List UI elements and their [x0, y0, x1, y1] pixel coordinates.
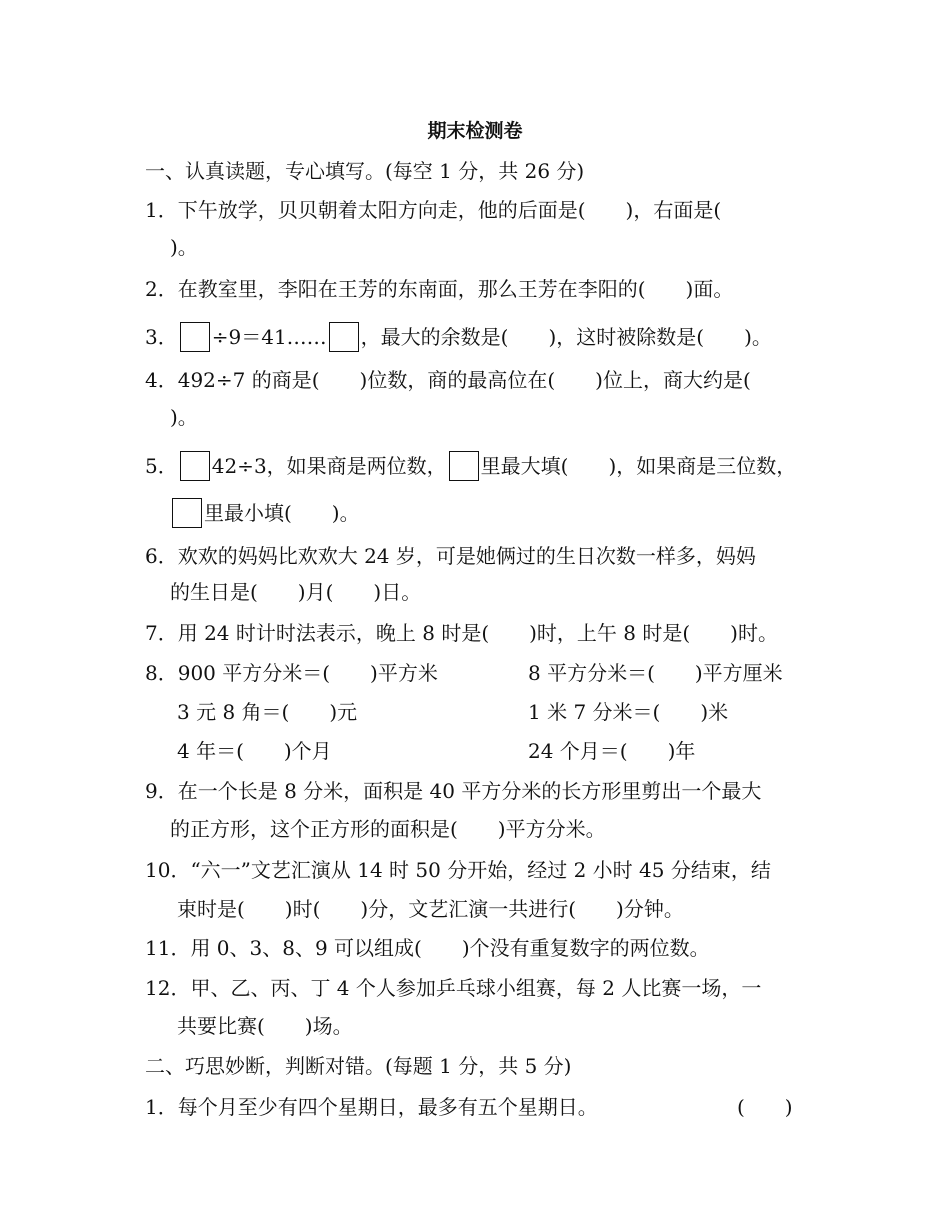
question-5-part-3: 里最小填( )。 — [204, 501, 360, 525]
question-8-r2c2: 1 米 7 分米＝( )米 — [528, 700, 729, 724]
question-3-tail: ，最大的余数是( )，这时被除数是( )。 — [360, 325, 772, 349]
question-3 — [145, 322, 772, 352]
question-6-line-1: 6．欢欢的妈妈比欢欢大 24 岁，可是她俩过的生日次数一样多，妈妈 — [145, 544, 756, 568]
question-8-r1c1: 8．900 平方分米＝( )平方米 — [145, 661, 438, 685]
question-5-part-2: 里最大填( )，如果商是三位数， — [480, 454, 797, 478]
question-11: 11．用 0、3、8、9 可以组成( )个没有重复数字的两位数。 — [145, 936, 710, 960]
question-5-line-1 — [145, 451, 796, 481]
question-8-r3c2: 24 个月＝( )年 — [528, 739, 696, 763]
question-10-line-1: 10．“六一”文艺汇演从 14 时 50 分开始，经过 2 小时 45 分结束，结 — [145, 858, 771, 882]
section-1-heading: 一、认真读题，专心填写。(每空 1 分，共 26 分) — [145, 159, 585, 183]
question-5-number: 5． — [145, 454, 178, 478]
question-8-r3c1: 4 年＝( )个月 — [177, 739, 332, 763]
question-9-line-1: 9．在一个长是 8 分米，面积是 40 平方分米的长方形里剪出一个最大 — [145, 779, 762, 803]
question-6-line-2: 的生日是( )月( )日。 — [170, 580, 422, 604]
question-12-line-2: 共要比赛( )场。 — [177, 1014, 353, 1038]
question-8-row-1 — [145, 659, 438, 687]
answer-box[interactable] — [329, 322, 359, 352]
section-2-heading: 二、巧思妙断，判断对错。(每题 1 分，共 5 分) — [145, 1054, 572, 1078]
question-3-number: 3． — [145, 325, 178, 349]
question-3-mid: ÷9＝41…… — [211, 325, 327, 349]
judge-1-answer-paren[interactable]: ( ) — [737, 1095, 793, 1119]
question-12-line-1: 12．甲、乙、丙、丁 4 个人参加乒乓球小组赛，每 2 人比赛一场，一 — [145, 976, 762, 1000]
question-4-line-1: 4．492÷7 的商是( )位数，商的最高位在( )位上，商大约是( — [145, 368, 751, 392]
question-5-line-2 — [170, 498, 360, 528]
judge-1-text: 1．每个月至少有四个星期日，最多有五个星期日。 — [145, 1095, 598, 1119]
answer-box[interactable] — [180, 451, 210, 481]
question-8-r2c1: 3 元 8 角＝( )元 — [177, 700, 358, 724]
answer-box[interactable] — [180, 322, 210, 352]
question-9-line-2: 的正方形，这个正方形的面积是( )平方分米。 — [170, 817, 606, 841]
question-4-line-2: )。 — [170, 405, 198, 429]
page-title: 期末检测卷 — [427, 120, 523, 142]
question-2: 2．在教室里，李阳在王芳的东南面，那么王芳在李阳的( )面。 — [145, 277, 734, 301]
question-1-line-1: 1．下午放学，贝贝朝着太阳方向走，他的后面是( )，右面是( — [145, 198, 722, 222]
question-5-part-1: 42÷3，如果商是两位数， — [211, 454, 447, 478]
answer-box[interactable] — [172, 498, 202, 528]
question-1-line-2: )。 — [170, 235, 198, 259]
question-7: 7．用 24 时计时法表示，晚上 8 时是( )时，上午 8 时是( )时。 — [145, 621, 778, 645]
answer-box[interactable] — [449, 451, 479, 481]
question-10-line-2: 束时是( )时( )分，文艺汇演一共进行( )分钟。 — [177, 897, 684, 921]
question-8-r1c2: 8 平方分米＝( )平方厘米 — [528, 661, 783, 685]
